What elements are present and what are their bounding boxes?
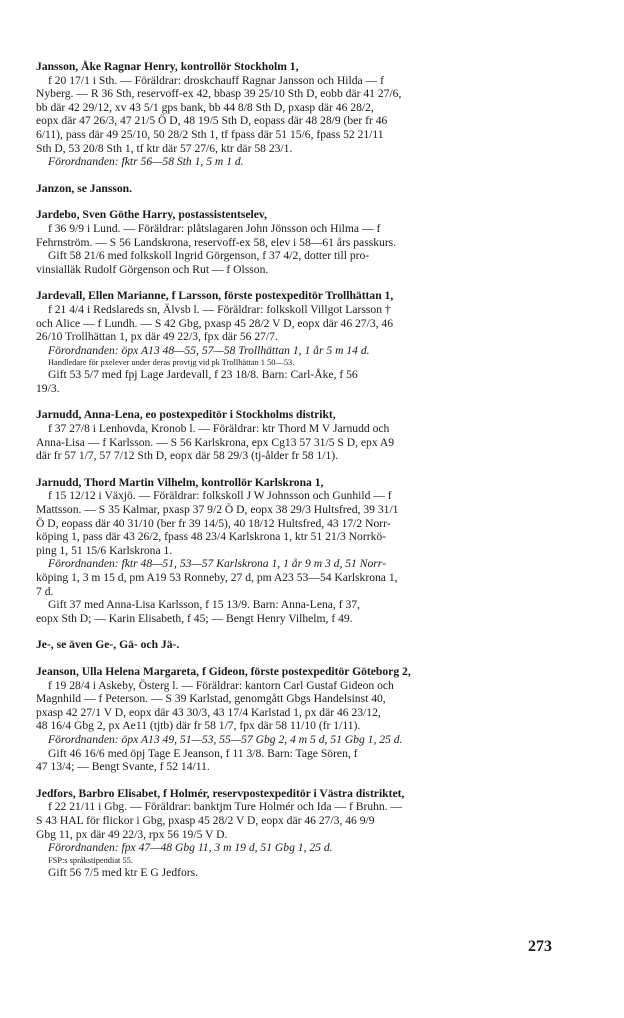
entry-text-line: Magnhild — f Peterson. — S 39 Karlstad, genomgått Gbgs Handelsinst 40,	[36, 692, 386, 706]
entry-heading: Jedfors, Barbro Elisabet, f Holmér, reservpostexpeditör i Västra distriktet,	[36, 786, 405, 800]
entry-text-line: köping 1, 3 m 15 d, pm A19 53 Ronneby, 27 d, pm A23 53—54 Karlskrona 1,	[36, 571, 398, 584]
register-entry	[36, 182, 552, 196]
entry-heading: Janzon, se Jansson.	[36, 181, 132, 195]
entry-text-line: eopx där 47 26/3, 47 21/5 Ö D, 48 19/5 Sth D, eopass där 48 28/9 (ber fr 46	[36, 114, 388, 128]
entry-marriage-line: Gift 58 21/6 med folkskoll Ingrid Görgenson, f 37 4/2, dotter till pro-	[48, 249, 370, 263]
entry-marriage-line: Gift 56 7/5 med ktr E G Jedfors.	[48, 865, 199, 879]
entry-marriage-line: Gift 37 med Anna-Lisa Karlsson, f 15 13/9. Barn: Anna-Lena, f 37,	[48, 598, 361, 612]
entry-text-line: 6/11), pass där 49 25/10, 50 28/2 Sth 1, tf fpass där 51 15/6, fpass 52 21/11	[36, 127, 384, 141]
entry-appointments-line: Förordnanden: öpx A13 48—55, 57—58 Trollhättan 1, 1 år 5 m 14 d.	[48, 343, 370, 357]
register-entry	[36, 476, 552, 626]
register-entry	[36, 665, 552, 774]
page-number: 273	[528, 938, 552, 955]
entry-text-line: 47 13/4; — Bengt Svante, f 52 14/11.	[36, 760, 210, 774]
entry-text-line: Fehrnström. — S 56 Landskrona, reservoff-ex 58, elev i 58—61 års passkurs.	[36, 235, 397, 249]
entry-marriage-line: Gift 53 5/7 med fpj Lage Jardevall, f 23 18/8. Barn: Carl-Åke, f 56	[48, 368, 358, 382]
entry-text-line: Mattsson. — S 35 Kalmar, pxasp 37 9/2 Ö D, eopx 38 29/3 Hultsfred, 39 31/1	[36, 503, 399, 517]
entry-appointments-line: Förordnanden: öpx A13 49, 51—53, 55—57 Gbg 2, 4 m 5 d, 51 Gbg 1, 25 d.	[48, 732, 403, 746]
entry-text-line: Ö D, eopass där 40 31/10 (ber fr 39 14/5), 40 18/12 Hultsfred, 43 17/2 Norr-	[36, 516, 391, 530]
entry-heading: Jansson, Åke Ragnar Henry, kontrollör Stockholm 1,	[36, 60, 299, 73]
entry-text-line: Anna-Lisa — f Karlsson. — S 56 Karlskrona, epx Cg13 57 31/5 S D, epx A9	[36, 435, 395, 449]
entry-text-line: f 19 28/4 i Askeby, Österg l. — Föräldrar: kantorn Carl Gustaf Gideon och	[48, 678, 394, 692]
entry-note-line: Handledare för pxelever under deras provtjg vid pk Trollhättan 1 50—53.	[48, 358, 295, 368]
entry-text-line: f 37 27/8 i Lenhovda, Kronob l. — Föräldrar: ktr Thord M V Jarnudd och	[48, 422, 390, 436]
entry-text-line: f 22 21/11 i Gbg. — Föräldrar: banktjm Ture Holmér och Ida — f Bruhn. —	[48, 800, 403, 814]
register-entry	[36, 208, 552, 276]
entry-heading: Je-, se även Ge-, Gä- och Jä-.	[36, 638, 180, 652]
entry-marriage-line: Gift 46 16/6 med öpj Tage E Jeanson, f 11 3/8. Barn: Tage Sören, f	[48, 746, 358, 760]
entry-text-line: ping 1, 51 15/6 Karlskrona 1.	[36, 543, 173, 557]
entry-text-line: köping 1, pass där 43 26/2, fpass 48 23/4 Karlskrona 1, ktr 51 21/3 Norrkö-	[36, 530, 387, 544]
entry-text-line: eopx Sth D; — Karin Elisabeth, f 45; — Bengt Henry Vilhelm, f 49.	[36, 611, 353, 625]
entry-text-line: vinsialläk Rudolf Görgenson och Rut — f Olsson.	[36, 262, 269, 276]
entry-heading: Jarnudd, Anna-Lena, eo postexpeditör i Stockholms distrikt,	[36, 408, 336, 422]
entry-appointments-line: Förordnanden: fktr 56—58 Sth 1, 5 m 1 d.	[48, 155, 244, 169]
entry-heading: Jardebo, Sven Göthe Harry, postassistentselev,	[36, 208, 267, 222]
entry-appointments-line: Förordnanden: fktr 48—51, 53—57 Karlskrona 1, 1 år 9 m 3 d, 51 Norr-	[48, 557, 386, 571]
register-entry	[36, 60, 552, 169]
entry-text-line: 48 16/4 Gbg 2, px Ae11 (tjtb) där fr 58 1/7, fpx där 58 11/10 (fr 1/11).	[36, 719, 361, 733]
entry-note-line: FSP:s språkstipendiat 55.	[48, 855, 133, 865]
entry-text-line: f 20 17/1 i Sth. — Föräldrar: droskchauff Ragnar Jansson och Hilda — f	[48, 73, 384, 87]
register-entry	[36, 289, 552, 395]
entry-text-line: Sth D, 53 20/8 Sth 1, tf ktr där 57 27/6, ktr där 58 23/1.	[36, 141, 293, 155]
entry-text-line: Nyberg. — R 36 Sth, reservoff-ex 42, bbasp 39 25/10 Sth D, eobb där 41 27/6,	[36, 87, 402, 101]
register-entry	[36, 787, 552, 880]
entry-text-line: bb där 42 29/12, xv 43 5/1 gps bank, bb 44 8/8 Sth D, pxasp där 46 28/2,	[36, 100, 374, 114]
entry-text-line: f 21 4/4 i Redslareds sn, Älvsb l. — Föräldrar: folkskoll Villgot Larsson †	[48, 302, 391, 316]
entry-heading: Jardevall, Ellen Marianne, f Larsson, förste postexpeditör Trollhättan 1,	[36, 289, 394, 303]
entry-heading: Jeanson, Ulla Helena Margareta, f Gideon, förste postexpeditör Göteborg 2,	[36, 664, 411, 678]
entry-text-line: där fr 57 1/7, 57 7/12 Sth D, eopx där 58 29/3 (tj-ålder fr 58 1/1).	[36, 449, 339, 463]
entry-appointments-line: Förordnanden: fpx 47—48 Gbg 11, 3 m 19 d, 51 Gbg 1, 25 d.	[48, 841, 333, 855]
entry-text-line: Gbg 11, px där 49 22/3, rpx 56 19/5 V D.	[36, 827, 228, 841]
entry-text-line: och Alice — f Lundh. — S 42 Gbg, pxasp 45 28/2 V D, eopx där 46 27/3, 46	[36, 316, 394, 330]
register-entry	[36, 638, 552, 652]
entry-text-line: 7 d.	[36, 584, 54, 598]
document-page	[36, 60, 552, 892]
entry-text-line: f 15 12/12 i Växjö. — Föräldrar: folkskoll J W Johnsson och Gunhild — f	[48, 489, 392, 503]
entry-text-line: pxasp 42 27/1 V D, eopx där 43 30/3, 43 17/4 Karlstad 1, px där 46 23/12,	[36, 705, 381, 719]
entry-text-line: 26/10 Trollhättan 1, px där 49 22/3, fpx där 56 27/7.	[36, 330, 278, 344]
entry-text-line: S 43 HAL för flickor i Gbg, pxasp 45 28/2 V D, eopx där 46 27/3, 46 9/9	[36, 813, 375, 827]
entry-text-line: 19/3.	[36, 381, 60, 395]
entry-text-line: f 36 9/9 i Lund. — Föräldrar: plåtslagaren John Jönsson och Hilma — f	[48, 221, 381, 235]
entry-heading: Jarnudd, Thord Martin Vilhelm, kontrollör Karlskrona 1,	[36, 475, 324, 489]
register-entry	[36, 408, 552, 462]
